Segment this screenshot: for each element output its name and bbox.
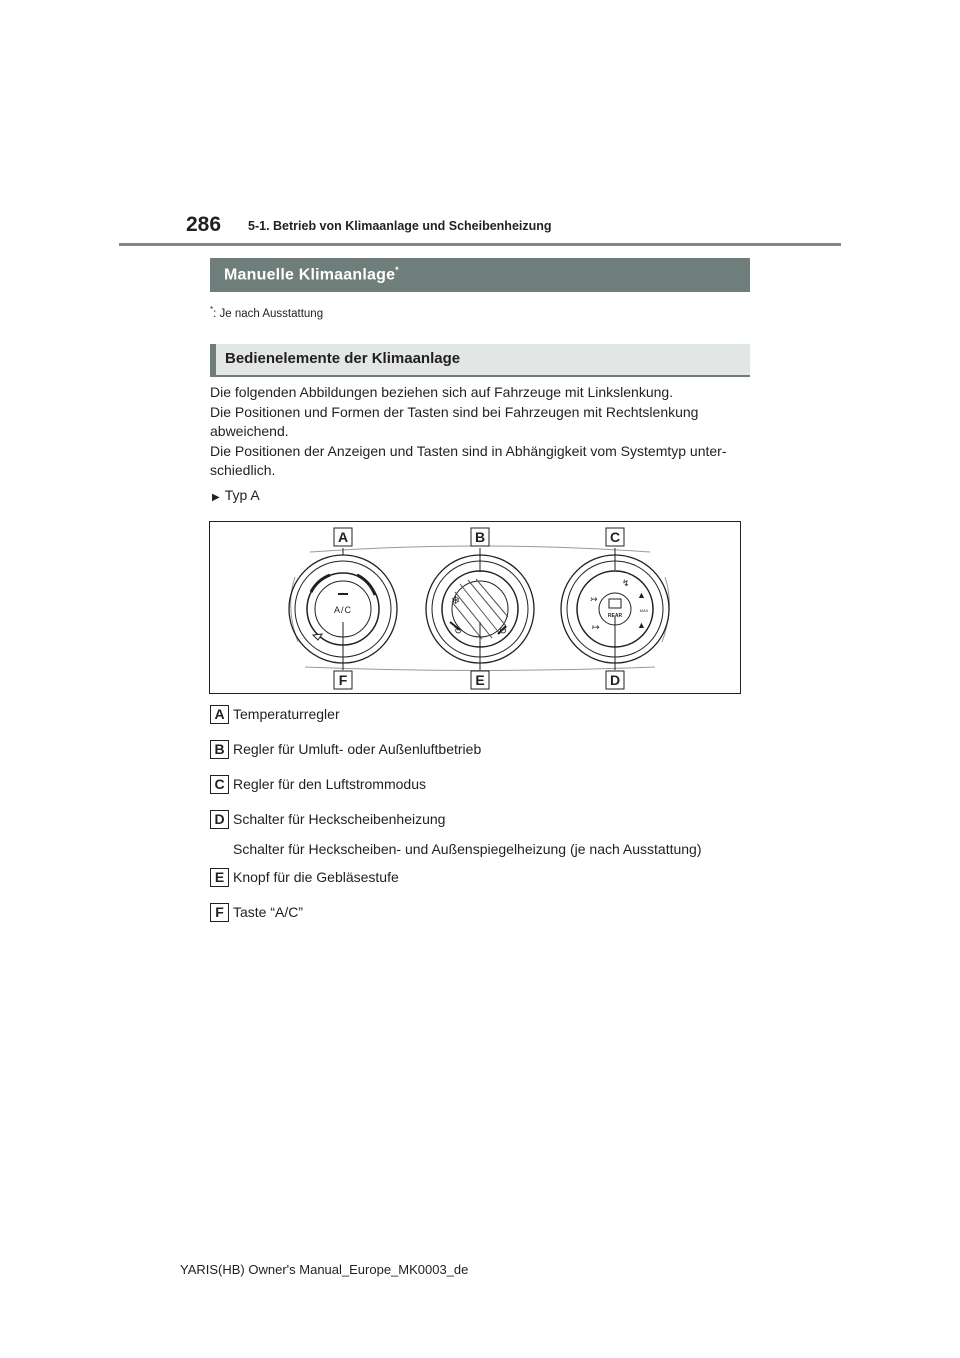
- airflow-face-icon: ↣: [590, 594, 598, 604]
- legend-text: Temperaturregler: [233, 706, 340, 722]
- subheading: Bedienelemente der Klimaanlage: [225, 350, 461, 367]
- paragraph-line: abweichend.: [210, 423, 289, 439]
- airflow-floor-icon: ↦: [592, 622, 600, 632]
- legend-text: Regler für den Luftstrommodus: [233, 776, 426, 792]
- legend-item: [210, 705, 770, 727]
- callout-c: C: [609, 529, 621, 545]
- legend-text: Taste “A/C”: [233, 904, 304, 920]
- defrost-icon: ▲: [637, 590, 646, 600]
- legend-letter: F: [210, 903, 229, 922]
- type-label: ▶ Typ A: [212, 487, 260, 503]
- max-defrost-label: MAX: [639, 608, 649, 613]
- legend-letter: A: [210, 705, 229, 724]
- subheading-bar: [210, 344, 750, 377]
- intro-paragraph: [210, 383, 755, 481]
- header-divider: [119, 243, 841, 246]
- subheading-accent: [210, 344, 216, 375]
- legend-item: [210, 775, 770, 797]
- legend-text: Regler für Umluft- oder Außenluftbetrieb: [233, 741, 482, 757]
- legend-letter: B: [210, 740, 229, 759]
- page-footer: YARIS(HB) Owner's Manual_Europe_MK0003_de: [180, 1262, 469, 1277]
- fan-icon: ❄: [451, 595, 461, 607]
- callout-a: A: [337, 529, 349, 545]
- rear-defogger-label: REAR: [607, 613, 623, 619]
- callout-d: D: [609, 672, 621, 688]
- outside-air-icon: ↺: [499, 626, 508, 637]
- page-number: 286: [186, 213, 222, 236]
- triangle-bullet-icon: ▶: [212, 492, 220, 503]
- section-title-bar: [210, 258, 750, 292]
- legend-letter: E: [210, 868, 229, 887]
- recirculation-icon: ↻: [454, 626, 463, 637]
- legend-item: [210, 810, 770, 832]
- section-header: 5-1. Betrieb von Klimaanlage und Scheibenheizung: [248, 219, 552, 233]
- legend-letter: C: [210, 775, 229, 794]
- ac-button-label: A/C: [333, 605, 353, 615]
- legend-subnote: Schalter für Heckscheiben- und Außenspiegelheizung (je nach Ausstattung): [233, 841, 702, 857]
- paragraph-line: Die folgenden Abbildungen beziehen sich auf Fahrzeuge mit Linkslenkung.: [210, 384, 674, 400]
- legend-item: [210, 740, 770, 762]
- footnote: *: Je nach Ausstattung: [210, 305, 324, 320]
- legend-letter: D: [210, 810, 229, 829]
- windshield-icon: ▲: [637, 620, 646, 630]
- paragraph-line: schiedlich.: [210, 462, 276, 478]
- callout-f: F: [338, 672, 348, 688]
- airflow-feet-icon: ↯: [622, 578, 630, 588]
- legend-item: [210, 903, 770, 925]
- climate-control-figure: [209, 521, 741, 694]
- paragraph-line: Die Positionen und Formen der Tasten sind bei Fahrzeugen mit Rechtslenkung: [210, 403, 699, 420]
- legend-text: Knopf für die Gebläsestufe: [233, 869, 399, 885]
- section-title: Manuelle Klimaanlage*: [224, 265, 399, 284]
- callout-b: B: [474, 529, 486, 545]
- legend-text: Schalter für Heckscheibenheizung: [233, 811, 446, 827]
- climate-control-illustration: [210, 522, 740, 693]
- legend-item: [210, 868, 770, 890]
- callout-e: E: [475, 672, 485, 688]
- paragraph-line: Die Positionen der Anzeigen und Tasten sind in Abhängigkeit vom Systemtyp unter-: [210, 442, 727, 459]
